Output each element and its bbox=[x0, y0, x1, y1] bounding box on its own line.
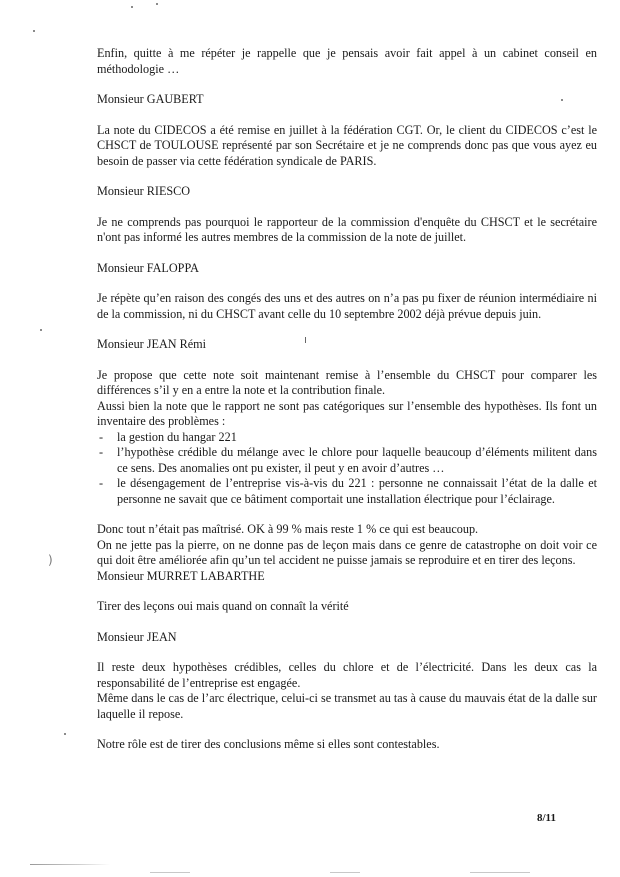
scan-edge-dash bbox=[470, 872, 530, 873]
page-number: 8/11 bbox=[537, 812, 556, 824]
document-body bbox=[97, 46, 597, 753]
list-item: - le désengagement de l’entreprise vis-à-vis du 221 : personne ne connaissait l’état de la dalle et personne ne savait que ce bâtiment comportait une installation électrique pour l’éclairage. bbox=[97, 476, 597, 507]
paragraph: Je propose que cette note soit maintenant remise à l’ensemble du CHSCT pour comparer les différences s’il y en a entre la note et la contribution finale. bbox=[97, 367, 597, 397]
paragraph: Je ne comprends pas pourquoi le rapporteur de la commission d'enquête du CHSCT et le secrétaire n'ont pas informé les autres membres de la commission de la note de juillet. bbox=[97, 214, 597, 244]
paragraph: Il reste deux hypothèses crédibles, celles du chlore et de l’électricité. Dans les deux cas la responsabilité de l’entreprise est engagée. bbox=[97, 660, 597, 690]
paragraph: Donc tout n’était pas maîtrisé. OK à 99 % mais reste 1 % ce qui est beaucoup. bbox=[97, 522, 479, 536]
scan-speck bbox=[33, 30, 35, 32]
list-item: - la gestion du hangar 221 bbox=[97, 430, 597, 446]
speaker-name: Monsieur GAUBERT bbox=[97, 92, 204, 106]
scan-edge-line bbox=[30, 864, 110, 865]
paragraph: Aussi bien la note que le rapport ne sont pas catégoriques sur l’ensemble des hypothèses. Ils font un inventaire des problèmes : bbox=[97, 398, 597, 428]
list-item: - l’hypothèse crédible du mélange avec le chlore pour laquelle beaucoup d’éléments militent dans ce sens. Des anomalies ont pu exister, il peut y en avoir d’autres … bbox=[97, 445, 597, 476]
paragraph: Je répète qu’en raison des congés des uns et des autres on n’a pas pu fixer de réunion intermédiaire ni de la commission, ni du CHSCT avant celle du 10 septembre 2002 déjà prévue depuis juin. bbox=[97, 291, 597, 321]
scan-speck bbox=[131, 6, 133, 8]
paragraph: La note du CIDECOS a été remise en juillet à la fédération CGT. Or, le client du CIDECOS c’est le CHSCT de TOULOUSE représenté par son Secrétaire et je ne comprends donc pas que vous ayez eu besoin de passer via cette fédération syndicale de PARIS. bbox=[97, 122, 597, 168]
paragraph: Enfin, quitte à me répéter je rappelle que je pensais avoir fait appel à un cabinet conseil en méthodologie … bbox=[97, 46, 597, 76]
margin-bracket-mark: ) bbox=[48, 553, 53, 567]
scan-edge-dash bbox=[330, 872, 360, 873]
scan-speck bbox=[64, 733, 66, 735]
paragraph: On ne jette pas la pierre, on ne donne pas de leçon mais dans ce genre de catastrophe on doit voir ce qui doit être améliorée afin qu’un tel accident ne puisse jamais se reproduire et en tirer des leçons. bbox=[97, 537, 597, 567]
scan-speck bbox=[156, 3, 158, 5]
speaker-name: Monsieur FALOPPA bbox=[97, 260, 199, 275]
paragraph: Notre rôle est de tirer des conclusions même si elles sont contestables. bbox=[97, 737, 440, 751]
speaker-name: Monsieur JEAN Rémi bbox=[97, 337, 207, 351]
paragraph: Même dans le cas de l’arc électrique, celui-ci se transmet au tas à cause du mauvais état de la dalle sur laquelle il repose. bbox=[97, 691, 597, 721]
scan-edge-dash bbox=[150, 872, 190, 873]
speaker-name: Monsieur JEAN bbox=[97, 629, 177, 644]
bullet-list bbox=[97, 430, 597, 508]
speaker-name: Monsieur MURRET LABARTHE bbox=[97, 568, 265, 583]
speaker-name: Monsieur RIESCO bbox=[97, 184, 191, 198]
scan-speck bbox=[40, 329, 42, 331]
paragraph: Tirer des leçons oui mais quand on connaît la vérité bbox=[97, 599, 349, 613]
